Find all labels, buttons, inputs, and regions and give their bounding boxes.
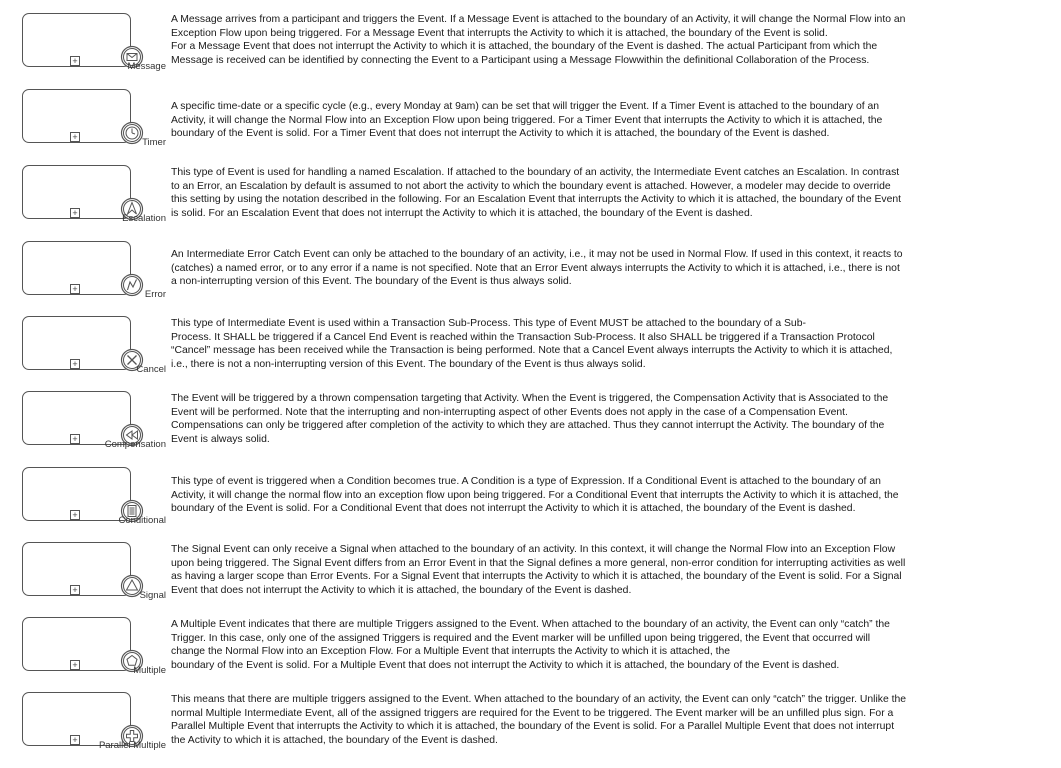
event-row-cancel: [0, 303, 1061, 378]
event-description: This means that there are multiple triggers assigned to the Event. When attached to the boundary of an activity, the Event can only “catch” the trigger. Unlike the normal Multiple Intermediate Event, all of the assigned triggers are required for the Event to be triggered. The Event marker will be an unfilled plus sign. For a Parallel Multiple Event that interrupts the Activity to which it is attached, the boundary of the Event is solid. For a Parallel Multiple Event that does not interrupt the Activity to which it is attached, the boundary of the Event is dashed.: [171, 694, 907, 747]
subprocess-marker: +: [70, 359, 80, 369]
event-description: This type of event is triggered when a Condition becomes true. A Condition is a type of Expression. If a Conditional Event is attached to the boundary of an Activity, it will change the normal flow into an exception flow upon being triggered. For a Conditional Event that interrupts the Activity to which it is attached, the boundary of the Event is solid. For a Conditional Event that does not interrupt the Activity to which it is attached, the boundary of the Event is dashed.: [171, 476, 899, 515]
event-row-signal: [0, 529, 1061, 604]
event-caption: Escalation: [122, 213, 166, 224]
event-caption: Compensation: [104, 439, 166, 450]
event-row-message: [0, 0, 1061, 75]
event-description: A Message arrives from a participant and triggers the Event. If a Message Event is attached to the boundary of an Activity, it will change the Normal Flow into an Exception Flow upon being triggered. For a Message Event that interrupts the Activity to which it is attached, the boundary of the Event is solid. For a Message Event that does not interrupt the Activity to which it is attached, the boundary of the Event is dashed. The actual Participant from which the Message is received can be identified by connecting the Event to a Participant using a Message Flowwithin the definitional Collaboration of the Process.: [171, 14, 906, 67]
subprocess-marker: +: [70, 735, 80, 745]
clock-icon: [120, 121, 144, 145]
event-description: A specific time-date or a specific cycle (e.g., every Monday at 9am) can be set that will trigger the Event. If a Timer Event is attached to the boundary of an Activity, it will change the Normal Flow into an Exception Flow upon being triggered. For a Timer Event that interrupts the Activity to which it is attached, the boundary of the Event is solid. For a Timer Event that does not interrupt the Activity to which it is attached, the boundary of the Event is dashed.: [171, 101, 883, 140]
subprocess-marker: +: [70, 56, 80, 66]
event-description: The Event will be triggered by a thrown compensation targeting that Activity. When the Event is triggered, the Compensation Activity that is Associated to the Event will be performed. Note that the interrupting and non-interrupting aspect of other Events does not apply in the case of a Compensation Event. Compensations can only be triggered after completion of the activity to which they are attached. Thus they cannot interrupt the Activity. The boundary of the Event is always solid.: [171, 393, 889, 446]
event-caption: Cancel: [136, 364, 166, 375]
event-caption: Parallel Multiple: [98, 740, 166, 751]
event-description: An Intermediate Error Catch Event can only be attached to the boundary of an activity, i.e., it may not be used in Normal Flow. If used in this context, it reacts to (catches) a named error, or to any error if a name is not specified. Note that an Error Event always interrupts the Activity to which it is attached, i.e., there is not a non-interrupting version of this Event. The boundary of the Event is thus always solid.: [171, 249, 903, 288]
event-caption: Conditional: [118, 515, 166, 526]
event-description: This type of Intermediate Event is used within a Transaction Sub-Process. This type of Event MUST be attached to the boundary of a Sub- Process. It SHALL be triggered if a Cancel End Event is reached within the Transaction Sub-Process. It also SHALL be triggered if a Transaction Protocol “Cancel” message has been received while the Transaction is being performed. Note that a Cancel Event always interrupts the Activity to which it is attached, i.e., there is not a non-interrupting version of this Event. The boundary of the Event is thus always solid.: [171, 318, 893, 371]
subprocess-marker: +: [70, 660, 80, 670]
event-caption: Timer: [142, 137, 166, 148]
subprocess-marker: +: [70, 284, 80, 294]
event-caption: Message: [127, 61, 166, 72]
subprocess-marker: +: [70, 434, 80, 444]
event-description: The Signal Event can only receive a Signal when attached to the boundary of an activity. In this context, it will change the Normal Flow into an Exception Flow upon being triggered. The Signal Event differs from an Error Event in that the Signal defines a more general, non-error condition for interrupting activities as well as having a larger scope than Error Events. For a Signal Event that interrupts the Activity to which it is attached, the boundary of the Event is solid. For a Signal Event that does not interrupt the Activity to which it is attached, the boundary of the Event is dashed.: [171, 544, 906, 597]
event-row-compensation: [0, 378, 1061, 453]
event-row-parallel-multiple: [0, 679, 1061, 754]
subprocess-marker: +: [70, 208, 80, 218]
event-row-multiple: [0, 604, 1061, 679]
event-description: A Multiple Event indicates that there are multiple Triggers assigned to the Event. When attached to the boundary of an activity, the Event can only “catch” the Trigger. In this case, only one of the assigned Triggers is required and the Event marker will be unfilled upon being triggered, the Event that occurred will change the Normal Flow into an Exception Flow. For a Multiple Event that interrupts the Activity to which it is attached, the boundary of the Event is solid. For a Multiple Event that does not interrupt the Activity to which it is attached, the boundary of the Event is dashed.: [171, 619, 890, 672]
event-row-error: [0, 228, 1061, 303]
event-row-conditional: [0, 454, 1061, 529]
subprocess-marker: +: [70, 585, 80, 595]
event-caption: Signal: [139, 590, 166, 601]
subprocess-marker: +: [70, 132, 80, 142]
event-caption: Error: [144, 289, 166, 300]
subprocess-marker: +: [70, 510, 80, 520]
lightning-icon: [120, 273, 144, 297]
event-caption: Multiple: [133, 665, 166, 676]
event-row-timer: [0, 76, 1061, 151]
event-description: This type of Event is used for handling a named Escalation. If attached to the boundary of an activity, the Intermediate Event catches an Escalation. In contrast to an Error, an Escalation by default is assumed to not abort the activity to which the boundary event is attached. However, a modeler may decide to override this setting by using the notation described in the following. For an Escalation Event that interrupts the Activity to which it is attached, the boundary of the Event is solid. For an Escalation Event that does not interrupt the Activity to which it is attached, the boundary of the Event is dashed.: [171, 167, 902, 220]
event-row-escalation: [0, 152, 1061, 227]
